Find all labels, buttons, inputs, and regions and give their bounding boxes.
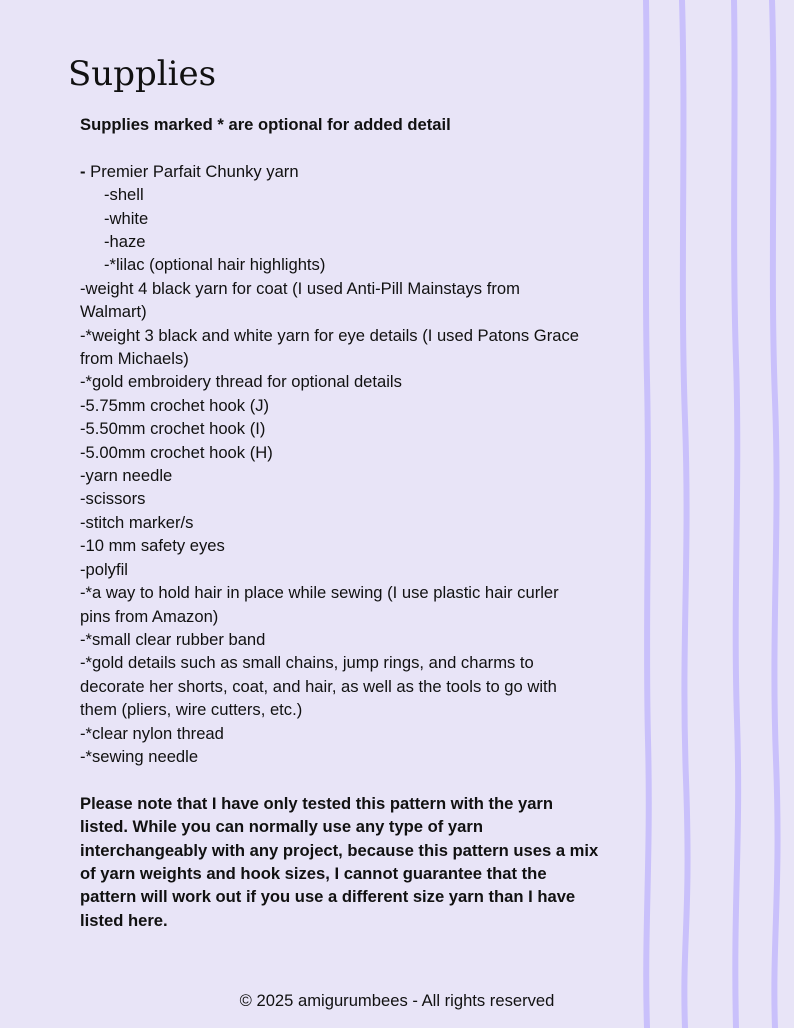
supply-item: pins from Amazon) — [80, 606, 219, 626]
supply-item: - Premier Parfait Chunky yarn — [80, 161, 299, 181]
yarn-note-line: listed. While you can normally use any type of yarn — [80, 817, 483, 837]
copyright-footer: © 2025 amigurumbees - All rights reserved — [239, 991, 555, 1010]
supply-item: -5.00mm crochet hook (H) — [80, 442, 273, 462]
supply-item: -*a way to hold hair in place while sewing (I use plastic hair curler — [80, 583, 559, 603]
supply-item: -*sewing needle — [80, 746, 199, 766]
page-title: Supplies — [68, 54, 217, 94]
supplies-content — [80, 113, 630, 932]
supply-item: -*clear nylon thread — [80, 723, 224, 743]
stripe-4 — [772, 0, 778, 1028]
yarn-note-line: listed here. — [80, 910, 168, 930]
supply-item: -weight 4 black yarn for coat (I used Anti-Pill Mainstays from — [80, 278, 520, 298]
supply-item: decorate her shorts, coat, and hair, as well as the tools to go with — [80, 676, 557, 696]
supply-item: -yarn needle — [80, 466, 173, 486]
supply-item: -stitch marker/s — [80, 512, 194, 532]
supply-subitem: -white — [104, 208, 149, 228]
supply-item: -polyfil — [80, 559, 128, 579]
optional-intro: Supplies marked * are optional for added detail — [80, 115, 451, 134]
yarn-note-line: pattern will work out if you use a different size yarn than I have — [80, 887, 576, 907]
supply-item: -*weight 3 black and white yarn for eye details (I used Patons Grace — [80, 325, 579, 345]
decorative-stripes — [630, 0, 794, 1028]
spacer — [80, 136, 630, 159]
stripe-3 — [734, 0, 738, 1028]
stripe-2 — [682, 0, 688, 1028]
supply-item: Walmart) — [80, 302, 147, 322]
supply-item: -5.50mm crochet hook (I) — [80, 419, 266, 439]
yarn-note-line: Please note that I have only tested this pattern with the yarn — [80, 793, 554, 813]
supply-item: them (pliers, wire cutters, etc.) — [80, 700, 303, 720]
supply-item: -*small clear rubber band — [80, 629, 266, 649]
supply-item: -*gold embroidery thread for optional details — [80, 372, 402, 392]
supply-item: -5.75mm crochet hook (J) — [80, 395, 270, 415]
supply-subitem: -shell — [104, 185, 144, 205]
supply-item: -*gold details such as small chains, jump rings, and charms to — [80, 653, 534, 673]
spacer — [80, 768, 630, 791]
stripe-1 — [646, 0, 649, 1028]
supply-item: -scissors — [80, 489, 146, 509]
supply-item: -10 mm safety eyes — [80, 536, 225, 556]
yarn-note-line: of yarn weights and hook sizes, I cannot guarantee that the — [80, 863, 547, 883]
supply-subitem: -*lilac (optional hair highlights) — [104, 255, 326, 275]
supply-subitem: -haze — [104, 232, 146, 252]
supply-dash: - — [80, 161, 91, 181]
supply-item: from Michaels) — [80, 349, 189, 369]
yarn-note-line: interchangeably with any project, because this pattern uses a mix — [80, 840, 599, 860]
